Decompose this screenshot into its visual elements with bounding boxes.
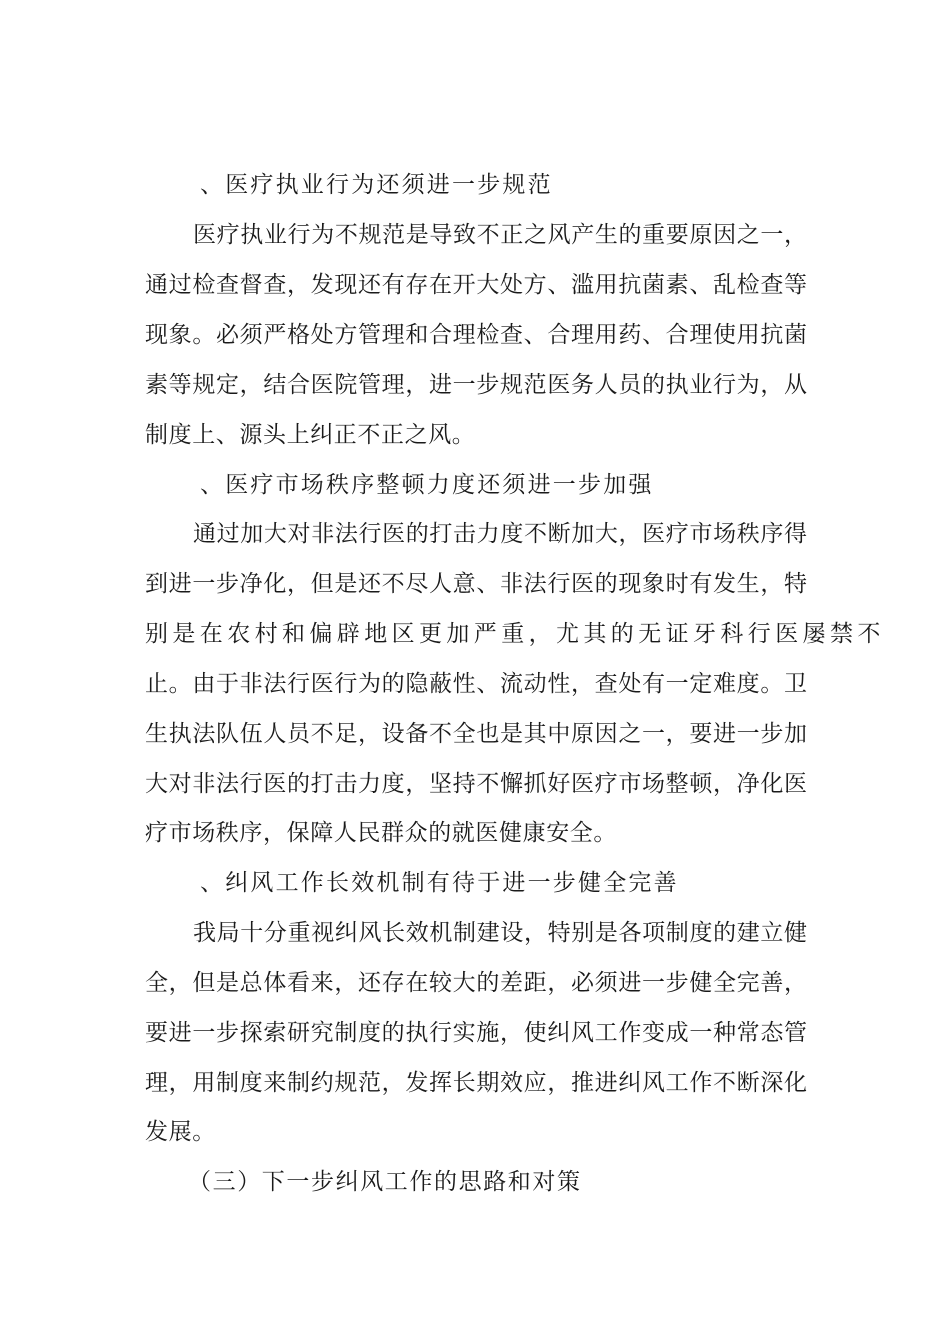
paragraph-line: 全，但是总体看来，还存在较大的差距，必须进一步健全完善， bbox=[145, 970, 807, 996]
paragraph-line: 疗市场秩序，保障人民群众的就医健康安全。 bbox=[145, 820, 617, 846]
paragraph-line: 素等规定，结合医院管理，进一步规范医务人员的执业行为，从 bbox=[145, 372, 807, 398]
paragraph-line: 制度上、源头上纠正不正之风。 bbox=[145, 422, 476, 448]
paragraph-line: 生执法队伍人员不足，设备不全也是其中原因之一，要进一步加 bbox=[145, 721, 807, 747]
paragraph-line: 要进一步探索研究制度的执行实施，使纠风工作变成一种常态管 bbox=[145, 1020, 807, 1046]
section-heading-3: 、纠风工作长效机制有待于进一步健全完善 bbox=[200, 870, 679, 896]
subsection-heading: （三）下一步纠风工作的思路和对策 bbox=[188, 1169, 582, 1195]
paragraph-line: 发展。 bbox=[145, 1119, 216, 1145]
paragraph-line: 通过检查督查，发现还有存在开大处方、滥用抗菌素、乱检查等 bbox=[145, 272, 807, 298]
section-heading-2: 、医疗市场秩序整顿力度还须进一步加强 bbox=[200, 472, 654, 498]
paragraph-line: 现象。必须严格处方管理和合理检查、合理用药、合理使用抗菌 bbox=[145, 322, 807, 348]
paragraph-line: 止。由于非法行医行为的隐蔽性、流动性，查处有一定难度。卫 bbox=[145, 671, 807, 697]
paragraph-line: 理，用制度来制约规范，发挥长期效应，推进纠风工作不断深化 bbox=[145, 1070, 807, 1096]
section-heading-1: 、医疗执业行为还须进一步规范 bbox=[200, 172, 553, 198]
paragraph-line: 我局十分重视纠风长效机制建设，特别是各项制度的建立健 bbox=[193, 920, 807, 946]
paragraph-line: 到进一步净化，但是还不尽人意、非法行医的现象时有发生，特 bbox=[145, 571, 807, 597]
paragraph-line: 大对非法行医的打击力度，坚持不懈抓好医疗市场整顿，净化医 bbox=[145, 771, 807, 797]
paragraph-line: 通过加大对非法行医的打击力度不断加大，医疗市场秩序得 bbox=[193, 521, 807, 547]
paragraph-line: 别是在农村和偏辟地区更加严重，尤其的无证牙科行医屡禁不 bbox=[145, 621, 885, 647]
paragraph-line: 医疗执业行为不规范是导致不正之风产生的重要原因之一， bbox=[193, 222, 807, 248]
